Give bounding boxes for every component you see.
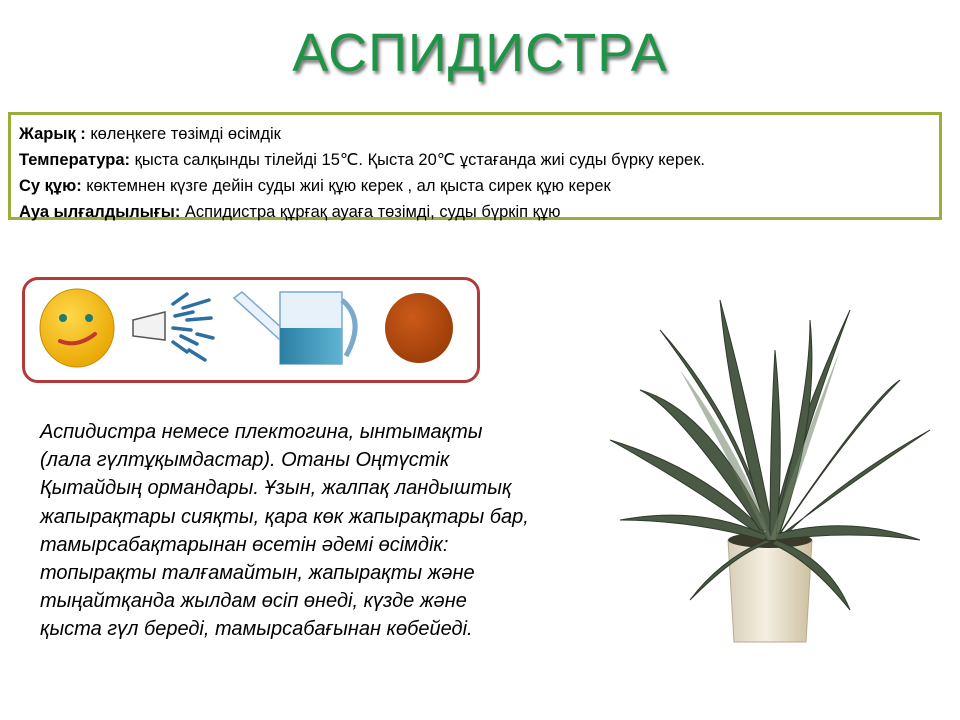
info-text: қыста салқынды тілейді 15℃. Қыста 20℃ ұстағанда жиі суды бүрку керек. xyxy=(130,151,706,169)
info-label: Су құю: xyxy=(19,177,82,195)
description-line: тыңайтқанда жылдам өсіп өнеді, күзде және xyxy=(40,590,467,613)
page-title: АСПИДИСТРА xyxy=(292,23,668,83)
care-info-box xyxy=(8,112,942,220)
aspidistra-plant-image xyxy=(600,290,940,650)
info-text: Аспидистра құрғақ ауаға төзімді, суды бүркіп құю xyxy=(180,203,561,221)
smiley-face-icon xyxy=(37,286,117,370)
info-label: Жарық : xyxy=(19,125,86,143)
info-label: Температура: xyxy=(19,151,131,169)
spray-mist-icon xyxy=(125,290,220,370)
info-watering xyxy=(19,173,931,199)
description-line: Аспидистра немесе плектогина, ынтымақты xyxy=(40,421,483,443)
info-humidity xyxy=(19,199,931,225)
info-text: көлеңкеге төзімді өсімдік xyxy=(85,125,281,143)
description-line: (лала гүлтұқымдастар). Отаны Оңтүстік xyxy=(40,449,450,472)
plant-description xyxy=(40,418,640,644)
description-line: қыста гүл береді, тамырсабағынан көбейеді. xyxy=(40,618,473,641)
info-light xyxy=(19,121,931,147)
description-line: тамырсабақтарынан өсетін әдемі өсімдік: xyxy=(40,533,449,556)
description-line: Қытайдың ормандары. Ұзын, жалпақ ландыштық xyxy=(40,477,512,500)
description-line: жапырақтары сияқты, қара көк жапырақтары бар, xyxy=(40,505,529,528)
watering-can-icon xyxy=(230,286,370,370)
description-line: топырақты талғамайтын, жапырақты және xyxy=(40,562,475,585)
brown-circle-icon xyxy=(383,290,455,366)
care-icons-panel xyxy=(22,277,480,383)
info-text: көктемнен күзге дейін суды жиі құю керек , ал қыста сирек құю керек xyxy=(81,177,611,195)
info-temperature xyxy=(19,147,931,173)
info-label: Ауа ылғалдылығы: xyxy=(19,203,181,221)
